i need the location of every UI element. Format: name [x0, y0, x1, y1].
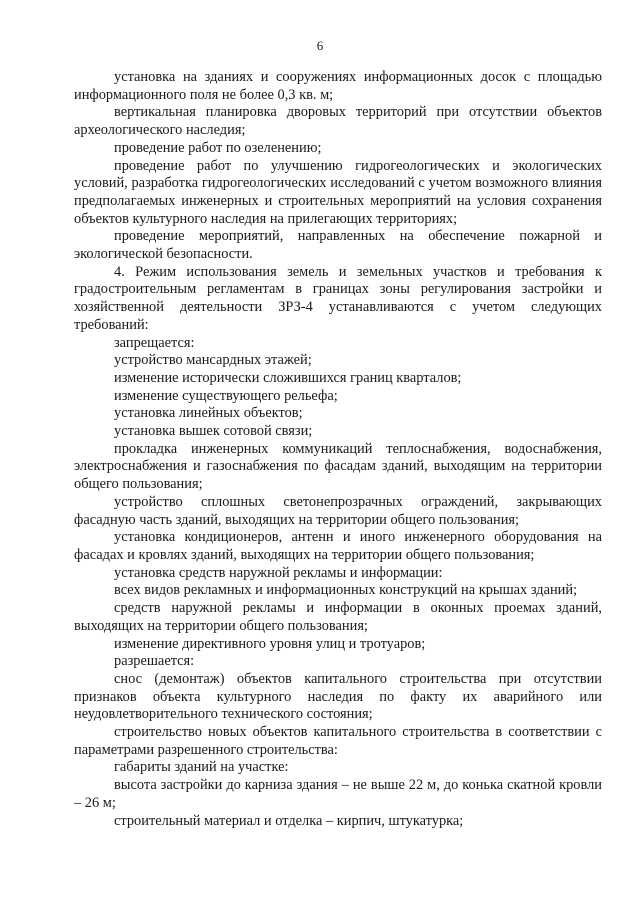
paragraph: устройство сплошных светонепрозрачных ограждений, закрывающих фасадную часть зданий, выходящих на территории общего пользования; — [74, 493, 602, 528]
paragraph: разрешается: — [114, 653, 195, 670]
body-text — [74, 69, 602, 830]
paragraph: проведение мероприятий, направленных на обеспечение пожарной и экологической безопасности. — [74, 228, 602, 263]
paragraph: строительный материал и отделка – кирпич, штукатурка; — [114, 812, 464, 829]
page-number: 6 — [316, 38, 324, 53]
paragraph: изменение существующего рельефа; — [114, 387, 338, 404]
paragraph: строительство новых объектов капитального строительства в соответствии с параметрами разрешенного строительства: — [74, 724, 602, 758]
paragraph: высота застройки до карниза здания – не выше 22 м, до конька скатной кровли – 26 м; — [74, 777, 602, 811]
paragraph: изменение директивного уровня улиц и тротуаров; — [114, 635, 426, 652]
paragraph: снос (демонтаж) объектов капитального строительства при отсутствии признаков объекта культурного наследия по факту их аварийного или неудовлетворительного технического состояния; — [74, 670, 602, 723]
paragraph: установка линейных объектов; — [114, 405, 303, 422]
paragraph: прокладка инженерных коммуникаций теплоснабжения, водоснабжения, электроснабжения и газоснабжения по фасадам зданий, выходящим на территории общего пользования; — [74, 440, 602, 493]
paragraph: габариты зданий на участке: — [114, 759, 289, 776]
paragraph: установка вышек сотовой связи; — [114, 423, 313, 440]
paragraph: изменение исторически сложившихся границ кварталов; — [114, 369, 462, 386]
paragraph: вертикальная планировка дворовых территорий при отсутствии объектов археологического наследия; — [74, 104, 602, 139]
paragraph: всех видов рекламных и информационных конструкций на крышах зданий; — [114, 582, 578, 599]
paragraph: средств наружной рекламы и информации в оконных проемах зданий, выходящих на территории общего пользования; — [74, 600, 602, 634]
paragraph: проведение работ по озеленению; — [114, 139, 322, 156]
paragraph: установка кондиционеров, антенн и иного инженерного оборудования на фасадах и кровлях зданий, выходящих на территории общего пользования; — [74, 529, 602, 563]
paragraph: установка на зданиях и сооружениях информационных досок с площадью информационного поля не более 0,3 кв. м; — [74, 69, 602, 103]
paragraph: установка средств наружной рекламы и информации: — [114, 564, 443, 581]
paragraph: устройство мансардных этажей; — [114, 352, 312, 369]
paragraph: проведение работ по улучшению гидрогеологических и экологических условий, разработка гидрогеологических исследований с учетом возможного влияния предполагаемых инженерных и строительных мероприятий на условия сохранения объектов культурного наследия на прилегающих территориях; — [74, 157, 602, 227]
paragraph: 4. Режим использования земель и земельных участков и требования к градостроительным регламентам в границах зоны регулирования застройки и хозяйственной деятельности ЗРЗ-4 устанавливаются с учетом следующих требований: — [74, 263, 602, 333]
paragraph: запрещается: — [114, 334, 195, 351]
